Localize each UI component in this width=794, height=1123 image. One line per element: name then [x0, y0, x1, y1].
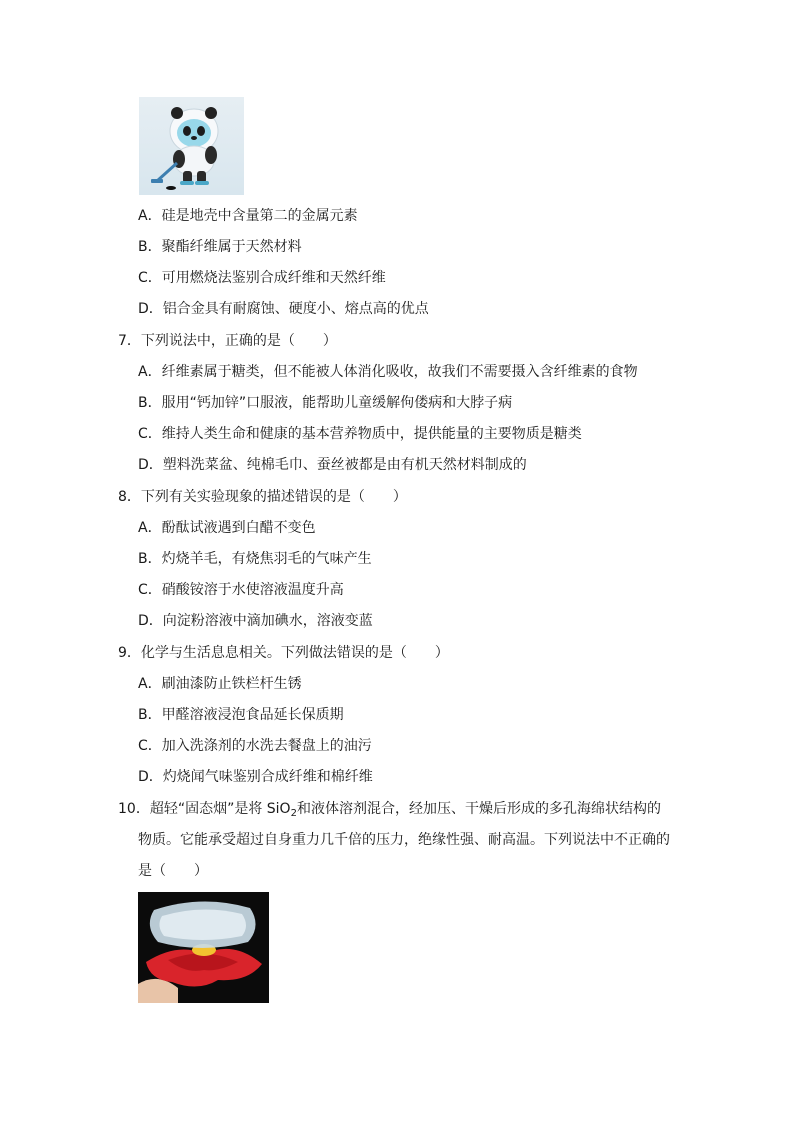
q6-option-b: B．聚酯纤维属于天然材料: [138, 239, 302, 255]
q8-option-c: C．硝酸铵溶于水使溶液温度升高: [138, 582, 344, 598]
q9-stem: 9．化学与生活息息相关。下列做法错误的是（ ）: [118, 645, 449, 661]
q6-option-a: A．硅是地壳中含量第二的金属元素: [138, 208, 358, 224]
panda-skater-illustration: [139, 97, 244, 195]
q8-stem: 8．下列有关实验现象的描述错误的是（ ）: [118, 489, 407, 505]
q7-option-b: B．服用“钙加锌”口服液，能帮助儿童缓解佝偻病和大脖子病: [138, 395, 513, 411]
q7-option-a: A．纤维素属于糖类，但不能被人体消化吸收，故我们不需要摄入含纤维素的食物: [138, 364, 638, 380]
aerogel-on-flower-photo: [138, 892, 269, 1003]
q10-stem-line2: 物质。它能承受超过自身重力几千倍的压力，绝缘性强、耐高温。下列说法中不正确的: [138, 832, 670, 848]
q8-option-a: A．酚酞试液遇到白醋不变色: [138, 520, 316, 536]
q6-option-d: D．铝合金具有耐腐蚀、硬度小、熔点高的优点: [138, 301, 429, 317]
q10-stem-line3: 是（ ）: [138, 863, 208, 879]
q10-stem-line1: [118, 799, 661, 819]
mascot-image: [139, 97, 244, 195]
q8-option-d: D．向淀粉溶液中滴加碘水，溶液变蓝: [138, 613, 373, 629]
q10-text-post: 和液体溶剂混合，经加压、干燥后形成的多孔海绵状结构的: [296, 801, 661, 817]
q10-subscript: 2: [290, 808, 297, 819]
q8-option-b: B．灼烧羊毛，有烧焦羽毛的气味产生: [138, 551, 372, 567]
q9-option-a: A．刷油漆防止铁栏杆生锈: [138, 676, 302, 692]
q9-option-d: D．灼烧闻气味鉴别合成纤维和棉纤维: [138, 769, 373, 785]
q7-option-d: D．塑料洗菜盆、纯棉毛巾、蚕丝被都是由有机天然材料制成的: [138, 457, 527, 473]
q7-option-c: C．维持人类生命和健康的基本营养物质中，提供能量的主要物质是糖类: [138, 426, 582, 442]
q10-text-pre: 10．超轻“固态烟”是将 SiO: [118, 801, 291, 817]
q6-option-c: C．可用燃烧法鉴别合成纤维和天然纤维: [138, 270, 386, 286]
aerogel-flower-image: [138, 892, 269, 1003]
q9-option-c: C．加入洗涤剂的水洗去餐盘上的油污: [138, 738, 372, 754]
q7-stem: 7．下列说法中，正确的是（ ）: [118, 333, 337, 349]
q9-option-b: B．甲醛溶液浸泡食品延长保质期: [138, 707, 344, 723]
